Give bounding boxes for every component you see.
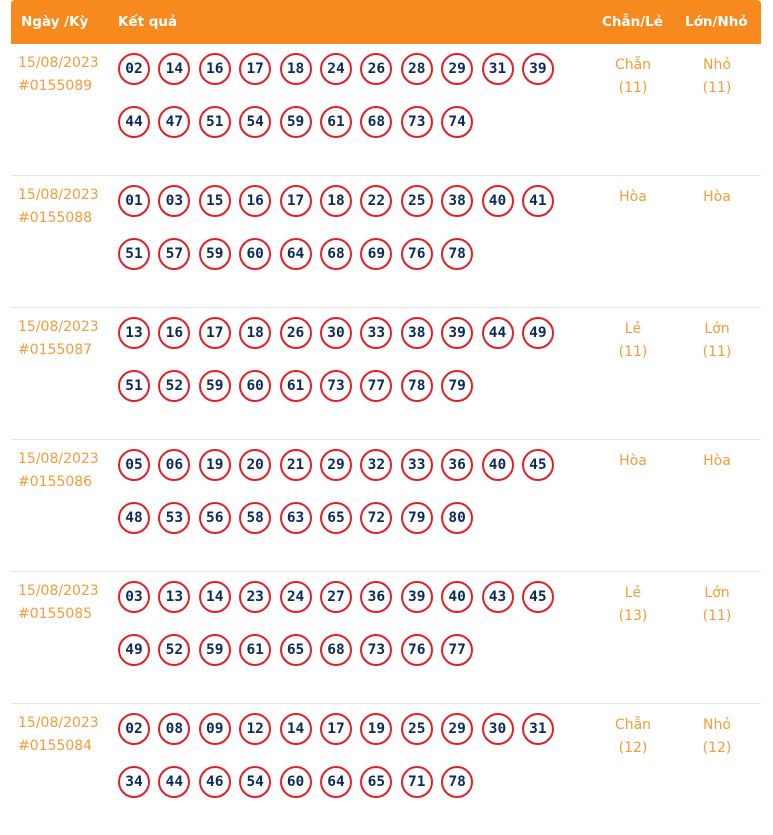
number-ball: 03 [118, 581, 150, 613]
draw-id: #0155089 [18, 78, 93, 94]
number-ball: 21 [280, 449, 312, 481]
number-ball: 44 [482, 317, 514, 349]
number-ball: 09 [199, 713, 231, 745]
big-small-count: (11) [702, 608, 732, 624]
even-odd-count: (11) [618, 344, 648, 360]
draw-date: 15/08/2023 [18, 451, 99, 467]
number-ball: 61 [239, 634, 271, 666]
number-ball: 44 [158, 766, 190, 798]
number-ball: 71 [401, 766, 433, 798]
number-ball: 26 [280, 317, 312, 349]
number-ball: 01 [118, 185, 150, 217]
number-ball: 60 [239, 370, 271, 402]
number-ball: 38 [441, 185, 473, 217]
number-ball: 63 [280, 502, 312, 534]
number-ball: 74 [441, 106, 473, 138]
draw-id: #0155088 [18, 210, 93, 226]
number-ball: 33 [401, 449, 433, 481]
big-small-label: Hòa [703, 453, 731, 469]
even-odd-label: Hòa [619, 453, 647, 469]
even-odd-count: (11) [618, 80, 648, 96]
even-odd-result [598, 54, 668, 100]
number-ball: 12 [239, 713, 271, 745]
number-ball: 30 [320, 317, 352, 349]
result-numbers [118, 449, 560, 534]
number-ball: 38 [401, 317, 433, 349]
table-row [11, 308, 761, 440]
table-header [11, 0, 761, 44]
number-ball: 13 [118, 317, 150, 349]
number-ball: 15 [199, 185, 231, 217]
number-ball: 40 [482, 449, 514, 481]
number-ball: 32 [360, 449, 392, 481]
number-ball: 14 [199, 581, 231, 613]
even-odd-label: Lẻ [624, 321, 642, 337]
result-numbers [118, 185, 560, 270]
number-ball: 02 [118, 53, 150, 85]
even-odd-label: Lẻ [624, 585, 642, 601]
number-ball: 65 [360, 766, 392, 798]
table-row [11, 176, 761, 308]
result-numbers [118, 53, 560, 138]
number-ball: 80 [441, 502, 473, 534]
number-ball: 39 [441, 317, 473, 349]
number-ball: 39 [522, 53, 554, 85]
header-even-odd: Chẵn/Lẻ [602, 14, 663, 30]
header-date-ky: Ngày /Kỳ [21, 14, 89, 30]
big-small-count: (12) [702, 740, 732, 756]
number-ball: 40 [482, 185, 514, 217]
number-ball: 68 [320, 238, 352, 270]
number-ball: 06 [158, 449, 190, 481]
number-ball: 17 [239, 53, 271, 85]
number-ball: 29 [441, 53, 473, 85]
header-result: Kết quả [118, 14, 178, 30]
number-ball: 47 [158, 106, 190, 138]
number-ball: 43 [482, 581, 514, 613]
even-odd-label: Chẵn [614, 717, 652, 733]
table-row [11, 704, 761, 835]
draw-date: 15/08/2023 [18, 187, 99, 203]
number-ball: 02 [118, 713, 150, 745]
number-ball: 59 [199, 634, 231, 666]
number-ball: 64 [320, 766, 352, 798]
number-ball: 73 [401, 106, 433, 138]
draw-date: 15/08/2023 [18, 55, 99, 71]
number-ball: 49 [522, 317, 554, 349]
number-ball: 18 [320, 185, 352, 217]
number-ball: 53 [158, 502, 190, 534]
number-ball: 17 [280, 185, 312, 217]
number-ball: 17 [199, 317, 231, 349]
header-big-small: Lớn/Nhỏ [685, 14, 748, 30]
number-ball: 78 [441, 766, 473, 798]
table-row [11, 572, 761, 704]
number-ball: 25 [401, 185, 433, 217]
number-ball: 40 [441, 581, 473, 613]
number-ball: 33 [360, 317, 392, 349]
number-ball: 36 [441, 449, 473, 481]
number-ball: 51 [118, 370, 150, 402]
results-table [11, 0, 761, 835]
number-ball: 46 [199, 766, 231, 798]
number-ball: 58 [239, 502, 271, 534]
table-row [11, 440, 761, 572]
draw-id: #0155085 [18, 606, 93, 622]
number-ball: 34 [118, 766, 150, 798]
even-odd-result [598, 450, 668, 473]
big-small-count: (11) [702, 80, 732, 96]
number-ball: 68 [360, 106, 392, 138]
number-ball: 24 [320, 53, 352, 85]
number-ball: 72 [360, 502, 392, 534]
number-ball: 14 [158, 53, 190, 85]
number-ball: 19 [199, 449, 231, 481]
big-small-result [682, 54, 752, 100]
number-ball: 65 [280, 634, 312, 666]
number-ball: 17 [320, 713, 352, 745]
number-ball: 52 [158, 370, 190, 402]
result-numbers [118, 713, 560, 798]
number-ball: 29 [441, 713, 473, 745]
result-numbers [118, 581, 560, 666]
number-ball: 77 [441, 634, 473, 666]
number-ball: 59 [280, 106, 312, 138]
draw-id: #0155084 [18, 738, 93, 754]
draw-date: 15/08/2023 [18, 715, 99, 731]
number-ball: 48 [118, 502, 150, 534]
number-ball: 36 [360, 581, 392, 613]
number-ball: 57 [158, 238, 190, 270]
number-ball: 61 [320, 106, 352, 138]
number-ball: 68 [320, 634, 352, 666]
big-small-label: Nhỏ [703, 717, 731, 733]
big-small-result [682, 318, 752, 364]
big-small-count: (11) [702, 344, 732, 360]
number-ball: 27 [320, 581, 352, 613]
draw-id: #0155086 [18, 474, 93, 490]
number-ball: 51 [199, 106, 231, 138]
big-small-result [682, 714, 752, 760]
number-ball: 61 [280, 370, 312, 402]
even-odd-result [598, 186, 668, 209]
number-ball: 51 [118, 238, 150, 270]
number-ball: 60 [280, 766, 312, 798]
number-ball: 65 [320, 502, 352, 534]
number-ball: 76 [401, 634, 433, 666]
number-ball: 25 [401, 713, 433, 745]
number-ball: 30 [482, 713, 514, 745]
number-ball: 28 [401, 53, 433, 85]
number-ball: 79 [441, 370, 473, 402]
number-ball: 73 [320, 370, 352, 402]
table-row [11, 44, 761, 176]
number-ball: 45 [522, 581, 554, 613]
big-small-label: Lớn [704, 321, 730, 337]
number-ball: 60 [239, 238, 271, 270]
even-odd-result [598, 582, 668, 628]
big-small-label: Nhỏ [703, 57, 731, 73]
number-ball: 54 [239, 106, 271, 138]
number-ball: 78 [401, 370, 433, 402]
number-ball: 23 [239, 581, 271, 613]
draw-date: 15/08/2023 [18, 583, 99, 599]
number-ball: 77 [360, 370, 392, 402]
number-ball: 16 [158, 317, 190, 349]
number-ball: 78 [441, 238, 473, 270]
even-odd-result [598, 318, 668, 364]
even-odd-label: Chẵn [614, 57, 652, 73]
number-ball: 05 [118, 449, 150, 481]
number-ball: 59 [199, 238, 231, 270]
number-ball: 22 [360, 185, 392, 217]
big-small-label: Hòa [703, 189, 731, 205]
draw-id: #0155087 [18, 342, 93, 358]
number-ball: 16 [239, 185, 271, 217]
number-ball: 31 [522, 713, 554, 745]
number-ball: 13 [158, 581, 190, 613]
big-small-result [682, 186, 752, 209]
number-ball: 08 [158, 713, 190, 745]
number-ball: 29 [320, 449, 352, 481]
number-ball: 26 [360, 53, 392, 85]
number-ball: 41 [522, 185, 554, 217]
number-ball: 19 [360, 713, 392, 745]
number-ball: 44 [118, 106, 150, 138]
even-odd-count: (12) [618, 740, 648, 756]
big-small-result [682, 450, 752, 473]
number-ball: 03 [158, 185, 190, 217]
number-ball: 31 [482, 53, 514, 85]
even-odd-count: (13) [618, 608, 648, 624]
draw-date: 15/08/2023 [18, 319, 99, 335]
number-ball: 14 [280, 713, 312, 745]
number-ball: 18 [280, 53, 312, 85]
number-ball: 18 [239, 317, 271, 349]
number-ball: 52 [158, 634, 190, 666]
number-ball: 56 [199, 502, 231, 534]
number-ball: 45 [522, 449, 554, 481]
number-ball: 54 [239, 766, 271, 798]
number-ball: 49 [118, 634, 150, 666]
number-ball: 73 [360, 634, 392, 666]
number-ball: 79 [401, 502, 433, 534]
number-ball: 16 [199, 53, 231, 85]
number-ball: 69 [360, 238, 392, 270]
big-small-result [682, 582, 752, 628]
number-ball: 39 [401, 581, 433, 613]
table-body [11, 44, 761, 835]
number-ball: 24 [280, 581, 312, 613]
number-ball: 64 [280, 238, 312, 270]
number-ball: 20 [239, 449, 271, 481]
big-small-label: Lớn [704, 585, 730, 601]
even-odd-result [598, 714, 668, 760]
result-numbers [118, 317, 560, 402]
even-odd-label: Hòa [619, 189, 647, 205]
number-ball: 59 [199, 370, 231, 402]
number-ball: 76 [401, 238, 433, 270]
